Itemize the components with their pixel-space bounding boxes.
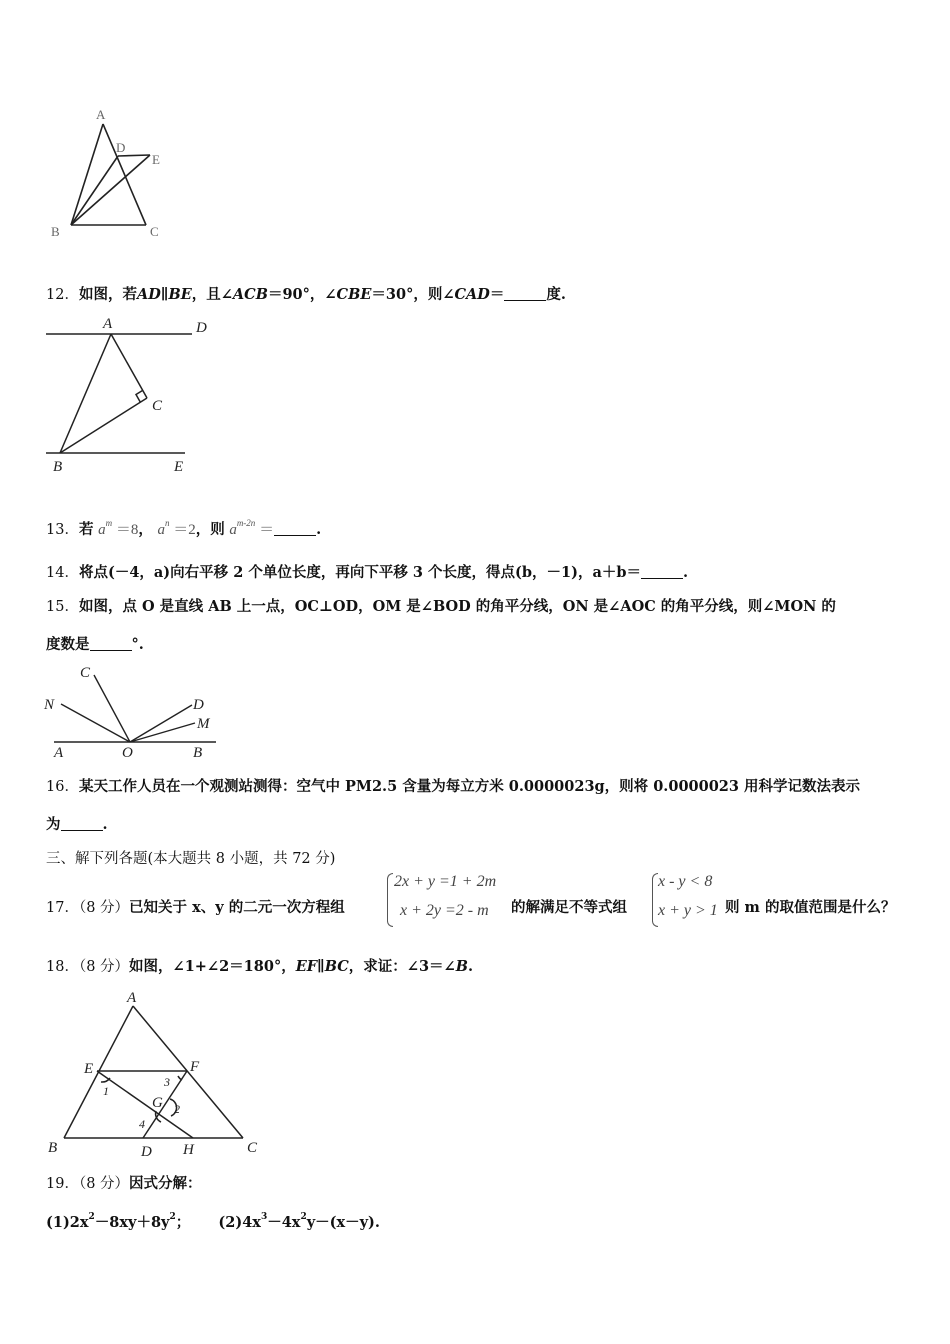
- question-16-line-2: [46, 814, 108, 836]
- seg-de: [118, 155, 150, 156]
- q15-text-1: 如图，点 O 是直线 AB 上一点，OC⊥OD，OM 是∠BOD 的角平分线，ON 是∠AOC 的角平分线，则∠MON 的: [78, 598, 836, 615]
- label-b: B: [48, 1140, 58, 1156]
- question-13: [46, 512, 321, 541]
- q13-expr-2: [157, 518, 196, 538]
- q18-end: .: [467, 958, 474, 975]
- figure-q12: [40, 312, 230, 482]
- q17-eq-2: x + 2y =2 - m: [400, 902, 489, 919]
- q15-number: 15．: [46, 599, 79, 615]
- question-17: [46, 897, 345, 919]
- label-d: D: [116, 140, 126, 155]
- q15-end: °.: [131, 636, 144, 653]
- q12-text-5: ＝: [489, 286, 505, 303]
- label-a: A: [54, 745, 64, 760]
- q16-number: 16．: [46, 779, 79, 795]
- q19-part2-a: (2)4x: [218, 1214, 261, 1231]
- q18-number: 18．: [46, 959, 79, 975]
- q19-score: （8 分）: [78, 1176, 130, 1192]
- label-o: O: [122, 745, 133, 760]
- figure-q18: [40, 985, 270, 1160]
- q12-text-3: ＝90°，∠: [267, 286, 337, 303]
- q12-cad: CAD: [454, 286, 490, 303]
- label-4: 4: [139, 1117, 145, 1131]
- q12-acb: ACB: [232, 286, 268, 303]
- q18-ef-bc: EF∥BC: [295, 958, 349, 975]
- label-b: B: [51, 224, 60, 239]
- seg-ac: [111, 334, 147, 398]
- q17-score: （8 分）: [78, 900, 130, 916]
- answer-blank[interactable]: [641, 564, 683, 579]
- seg-ac: [133, 1006, 243, 1138]
- label-2: 2: [174, 1102, 180, 1116]
- q13-expr-3: [229, 518, 275, 538]
- label-b: B: [53, 459, 63, 475]
- q19-part2-sup2: 2: [300, 1212, 307, 1222]
- q13-eq: ＝: [259, 522, 275, 538]
- question-12: [46, 284, 566, 306]
- q19-part1-sup2: 2: [169, 1212, 176, 1222]
- q19-part1-end: ；: [175, 1214, 191, 1231]
- q13-base-a: a: [98, 522, 106, 538]
- question-14: [46, 562, 688, 584]
- q12-ad-be: AD∥BE: [136, 286, 192, 303]
- ray-od: [130, 705, 192, 742]
- q14-text: 将点(－4，a)向右平移 2 个单位长度，再向下平移 3 个长度，得点(b，－1)，a＋b＝: [78, 564, 642, 581]
- label-b: B: [193, 745, 203, 760]
- q12-cbe: CBE: [336, 286, 372, 303]
- label-3: 3: [164, 1075, 170, 1089]
- q17-eq-1: 2x + y =1 + 2m: [394, 873, 497, 890]
- q19-part1-b: －8xy＋8y: [94, 1214, 170, 1231]
- answer-blank[interactable]: [274, 521, 316, 536]
- q16-text-2: 为: [46, 816, 61, 833]
- q19-part1-sup: 2: [88, 1212, 95, 1222]
- figure-q11: [40, 100, 180, 245]
- label-e: E: [152, 152, 160, 167]
- q18-text-2: ，求证：∠3＝∠: [348, 958, 456, 975]
- label-c: C: [150, 224, 159, 239]
- q17-text-3: 则 m 的取值范围是什么？: [725, 899, 896, 916]
- label-d: D: [196, 320, 207, 336]
- q17-text-1: 已知关于 x、y 的二元一次方程组: [129, 899, 345, 916]
- q14-number: 14．: [46, 565, 79, 581]
- q17-ineq-2: x + y > 1: [658, 902, 718, 919]
- q17-ineq-1: x - y < 8: [658, 873, 713, 890]
- arc-angle-1: [101, 1078, 110, 1082]
- q13-exp-m: m: [105, 518, 113, 528]
- q14-end: .: [683, 564, 689, 581]
- q16-end: .: [102, 816, 108, 833]
- label-e: E: [84, 1061, 94, 1077]
- q18-score: （8 分）: [78, 959, 130, 975]
- q18-text-1: 如图，∠1+∠2＝180°，: [129, 958, 296, 975]
- answer-blank[interactable]: [61, 816, 103, 831]
- label-m: M: [197, 716, 210, 732]
- label-a: A: [103, 316, 113, 332]
- q12-text-2: ，且∠: [191, 286, 233, 303]
- question-18: [46, 956, 473, 978]
- label-c: C: [247, 1140, 258, 1156]
- label-c: C: [152, 398, 163, 414]
- answer-blank[interactable]: [90, 636, 132, 651]
- ray-om: [130, 723, 195, 742]
- question-19: [46, 1173, 202, 1195]
- label-d: D: [193, 697, 204, 713]
- q19-text-1: 因式分解：: [129, 1175, 202, 1192]
- q12-text-4: ＝30°，则∠: [371, 286, 455, 303]
- section-3-heading: 三、解下列各题(本大题共 8 小题，共 72 分): [46, 851, 336, 867]
- label-1: 1: [103, 1084, 109, 1098]
- q13-number: 13．: [46, 522, 79, 538]
- q19-part2-sup: 3: [260, 1212, 268, 1222]
- answer-blank[interactable]: [504, 286, 546, 301]
- q13-exp-n: n: [164, 518, 170, 528]
- label-g: G: [152, 1095, 163, 1111]
- q17-text-2: 的解满足不等式组: [511, 899, 627, 916]
- label-e: E: [174, 459, 184, 475]
- q12-text-1: 如图，若: [78, 286, 137, 303]
- q13-expr-1: [98, 518, 139, 538]
- q18-b: B: [455, 958, 468, 975]
- q19-part2-end: y－(x－y).: [306, 1214, 380, 1231]
- question-19-parts: [46, 1206, 380, 1234]
- label-a: A: [96, 107, 106, 122]
- q17-number: 17．: [46, 900, 79, 916]
- label-c: C: [80, 665, 91, 681]
- q13-exp-m2n: m-2n: [236, 518, 256, 528]
- q17-brace-1: [387, 873, 393, 927]
- q13-end: .: [316, 521, 322, 538]
- q13-comma: ，: [138, 521, 153, 538]
- arc-angle-3: [178, 1076, 182, 1080]
- q12-number: 12．: [46, 287, 79, 303]
- q13-eq2: ＝2: [173, 522, 196, 538]
- label-h: H: [183, 1142, 194, 1158]
- seg-bc: [60, 398, 147, 453]
- figure-q15: [40, 660, 230, 760]
- q13-base-a3: a: [229, 522, 237, 538]
- q19-part2-b: －4x: [267, 1214, 301, 1231]
- q19-part1-a: (1)2x: [46, 1214, 89, 1231]
- label-a: A: [127, 990, 137, 1006]
- q15-text-2: 度数是: [46, 636, 90, 653]
- q16-text-1: 某天工作人员在一个观测站测得：空气中 PM2.5 含量为每立方米 0.0000023g，则将 0.0000023 用科学记数法表示: [78, 778, 861, 795]
- q13-base-a2: a: [157, 522, 165, 538]
- q13-ze: ，则: [195, 521, 225, 538]
- label-d: D: [141, 1144, 152, 1160]
- question-16-line-1: [46, 776, 860, 798]
- label-n: N: [44, 697, 55, 713]
- q19-number: 19．: [46, 1176, 79, 1192]
- q12-text-6: 度.: [546, 286, 566, 303]
- q13-eq8: ＝8: [115, 522, 139, 538]
- label-f: F: [190, 1059, 200, 1075]
- seg-ab: [60, 334, 111, 453]
- question-15-line-1: [46, 596, 836, 618]
- q13-ruo: 若: [78, 521, 94, 538]
- question-15-line-2: [46, 634, 144, 656]
